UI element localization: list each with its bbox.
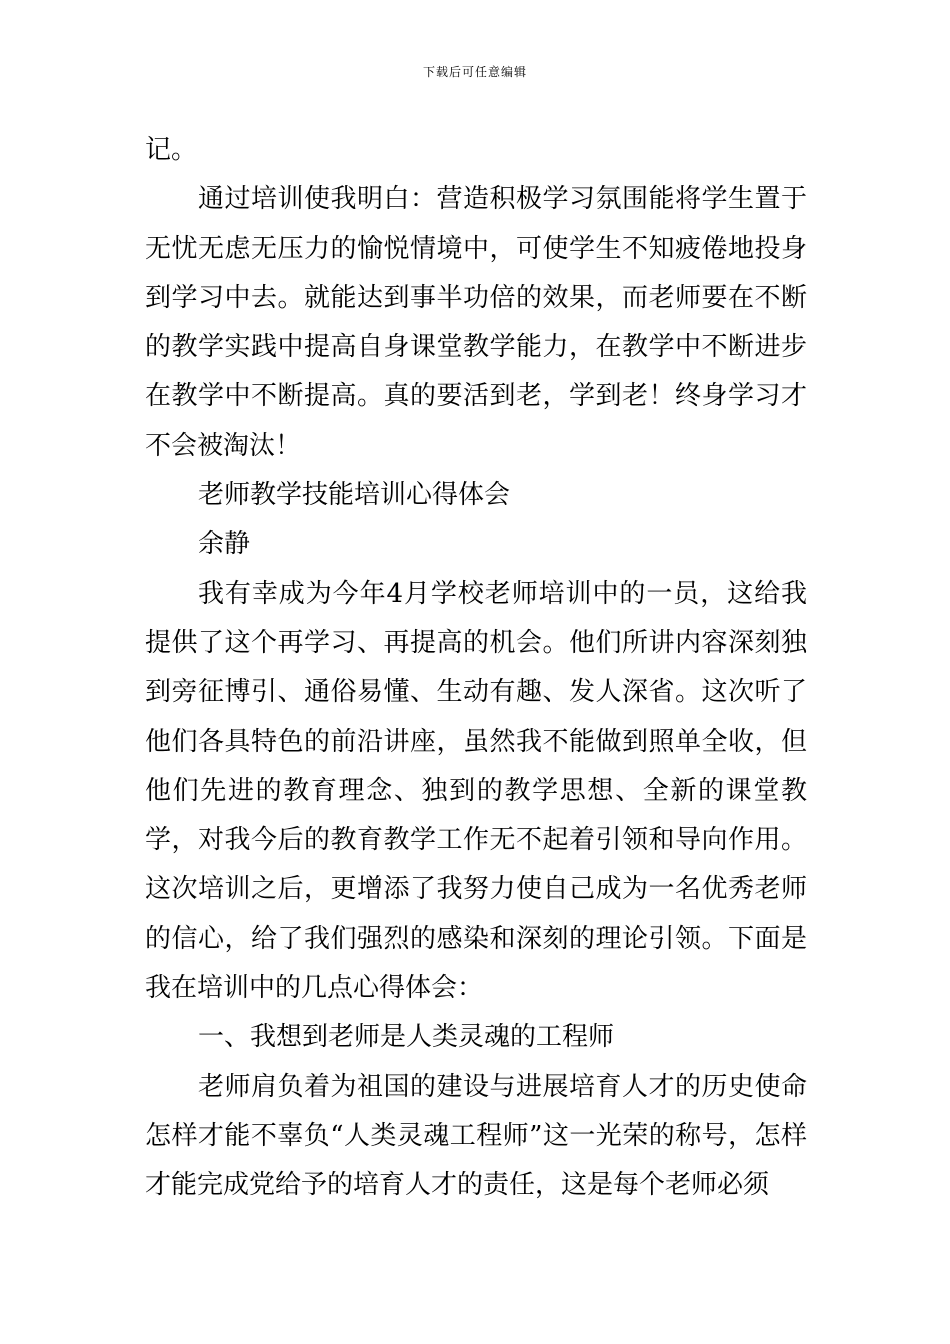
paragraph-section-1: 老师肩负着为祖国的建设与进展培育人才的历史使命怎样才能不辜负“人类灵魂工程师”这一光荣的称号，怎样才能完成党给予的培育人才的责任，这是每个老师必须	[145, 1071, 807, 1201]
author-name: 余静	[198, 529, 251, 560]
paragraph-introduction: 我有幸成为今年4月学校老师培训中的一员，这给我提供了这个再学习、再提高的机会。他们所讲内容深刻独到旁征博引、通俗易懂、生动有趣、发人深省。这次听了他们各具特色的前沿讲座，虽然我不能做到照单全收，但他们先进的教育理念、独到的教学思想、全新的课堂教学，对我今后的教育教学工作无不起着引领和导向作用。这次培训之后，更增添了我努力使自己成为一名优秀老师的信心，给了我们强烈的感染和深刻的理论引领。下面是我在培训中的几点心得体会：	[145, 578, 807, 1004]
page-header: 下载后可任意编辑	[422, 65, 527, 79]
paragraph-continuation: 记。	[145, 135, 198, 165]
document-body	[145, 126, 807, 1211]
section-heading-1: 一、我想到老师是人类灵魂的工程师	[198, 1022, 615, 1053]
article-title: 老师教学技能培训心得体会	[198, 480, 511, 511]
paragraph-training-reflection: 通过培训使我明白：营造积极学习氛围能将学生置于无忧无虑无压力的愉悦情境中，可使学生不知疲倦地投身到学习中去。就能达到事半功倍的效果，而老师要在不断的教学实践中提高自身课堂教学能力，在教学中不断进步在教学中不断提高。真的要活到老，学到老！终身学习才不会被淘汰！	[145, 184, 807, 461]
